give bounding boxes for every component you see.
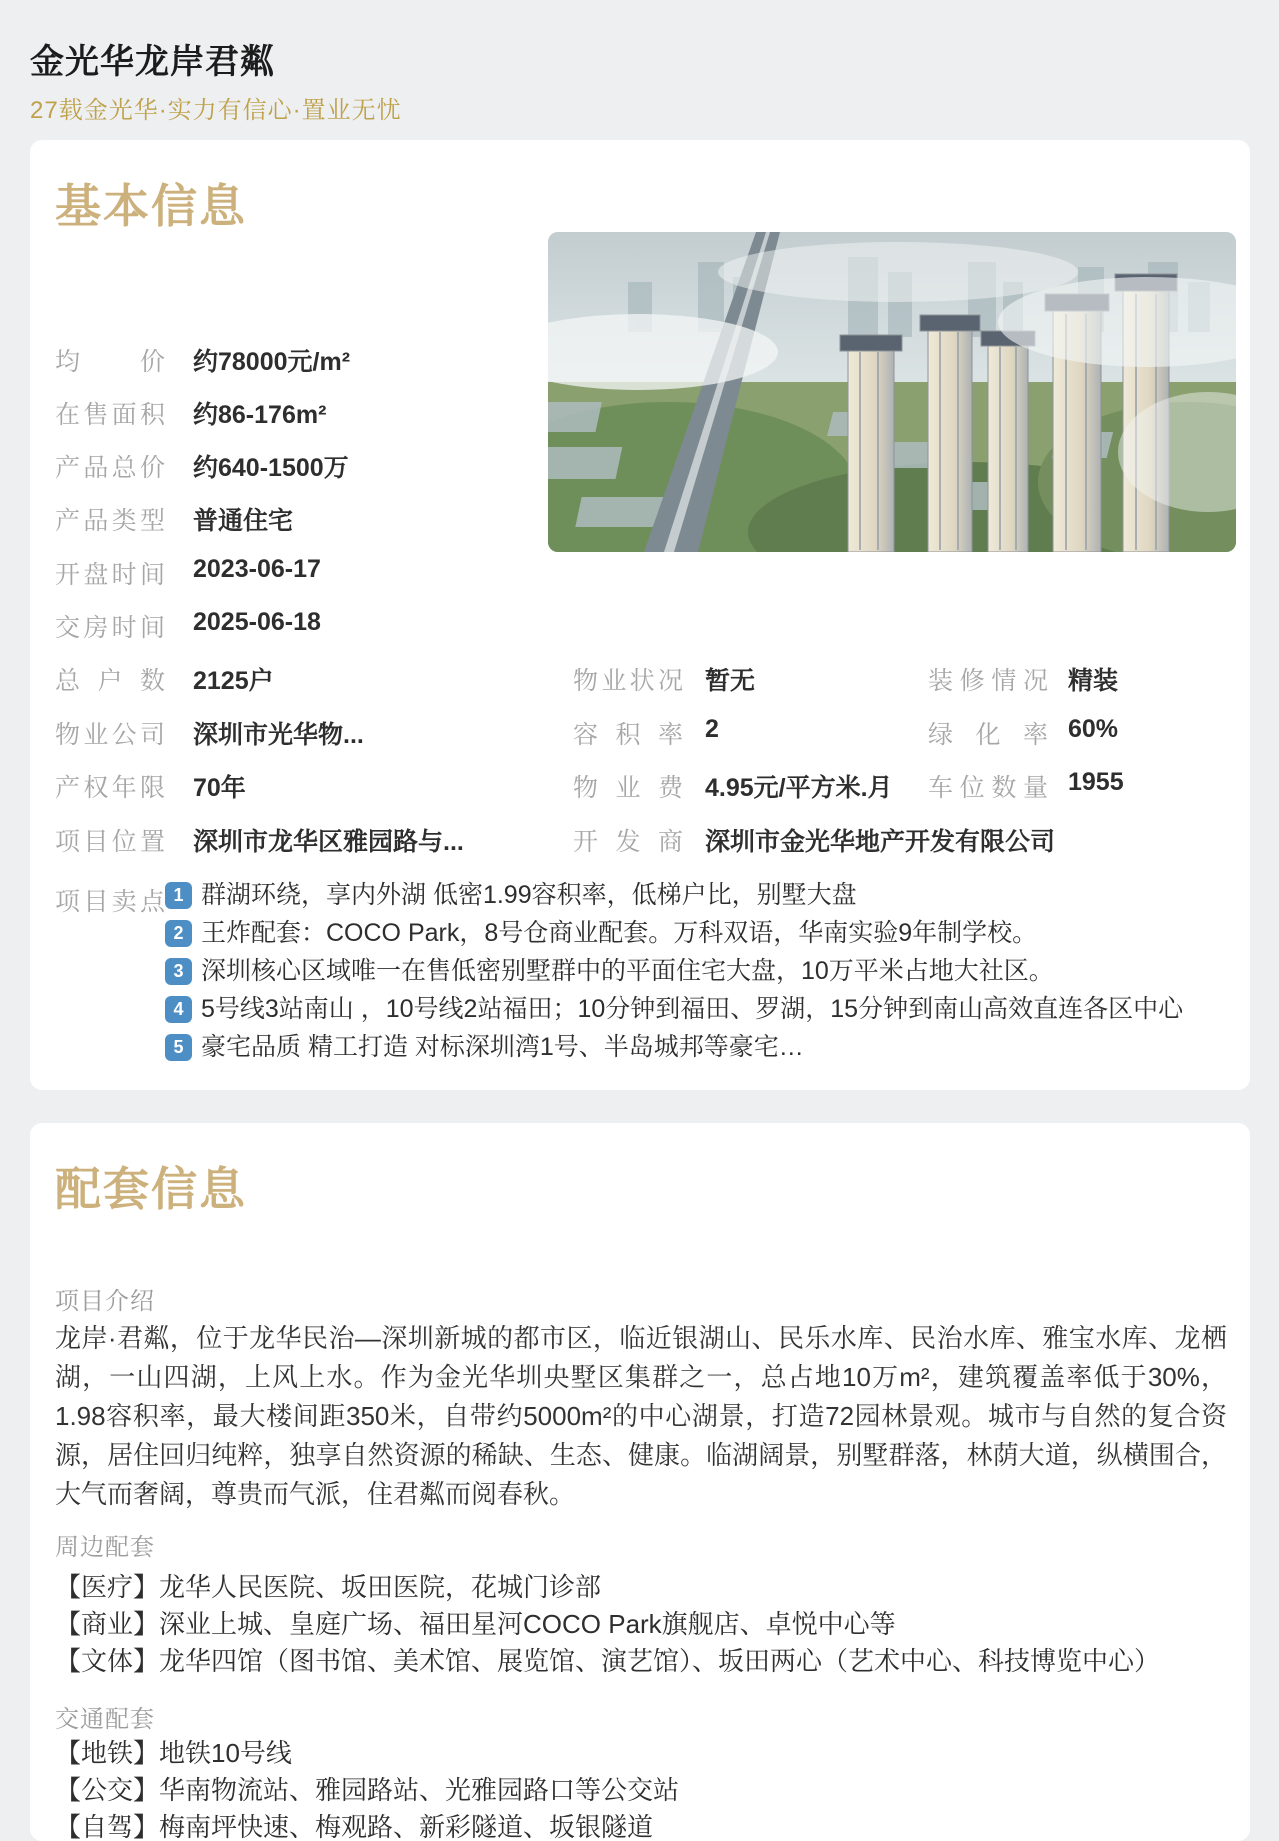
field-value: 普通住宅 (193, 507, 294, 535)
number-badge: 3 (165, 958, 192, 985)
field-row-households (55, 661, 274, 695)
transport-list (55, 1735, 1235, 1841)
selling-point-item (165, 916, 1237, 950)
selling-point-item (165, 954, 1237, 988)
selling-point-item (165, 1030, 1237, 1064)
amenities-section-title: 配套信息 (55, 1163, 247, 1215)
field-value: 深圳市光华物... (193, 721, 364, 749)
field-value: 精装 (1068, 667, 1119, 695)
field-row-total-price (55, 448, 349, 482)
field-label: 在售面积 (55, 401, 165, 429)
field-row-delivery-date (55, 608, 321, 642)
field-row-property-status (573, 661, 755, 695)
selling-point-text: 群湖环绕，享内外湖 低密1.99容积率，低梯户比，别墅大盘 (201, 881, 857, 909)
property-aerial-render-image[interactable] (548, 232, 1236, 552)
field-value: 约640-1500万 (193, 454, 349, 482)
field-row-developer (573, 822, 1055, 856)
field-label: 项目位置 (55, 828, 165, 856)
field-value: 深圳市龙华区雅园路与... (193, 828, 464, 856)
field-label: 装修情况 (928, 667, 1048, 695)
field-row-mgmt-fee (573, 768, 893, 802)
field-label: 产权年限 (55, 774, 165, 802)
field-row-open-date (55, 555, 321, 589)
field-value: 2023-06-17 (193, 555, 321, 583)
field-row-area (55, 395, 326, 429)
field-label: 产品类型 (55, 507, 165, 535)
field-value: 暂无 (705, 667, 756, 695)
selling-point-text: 王炸配套：COCO Park，8号仓商业配套。万科双语，华南实验9年制学校。 (201, 919, 1038, 947)
field-label: 物业费 (573, 774, 683, 802)
selling-points-label: 项目卖点 (55, 888, 165, 916)
list-item-drive: 【自驾】梅南坪快速、梅观路、新彩隧道、坂银隧道 (55, 1812, 654, 1841)
field-row-property-company (55, 715, 364, 749)
field-value: 深圳市金光华地产开发有限公司 (705, 828, 1056, 856)
field-label: 车位数量 (928, 774, 1048, 802)
field-row-decoration (928, 661, 1118, 695)
field-label: 总户数 (55, 667, 165, 695)
list-item-medical: 【医疗】龙华人民医院、坂田医院，花城门诊部 (55, 1572, 602, 1602)
basic-info-card (30, 140, 1250, 1090)
page-subtitle: 27载金光华·实力有信心·置业无忧 (30, 97, 402, 124)
selling-point-item (165, 878, 1237, 912)
field-row-tenure (55, 768, 246, 802)
field-value: 60% (1068, 715, 1119, 743)
basic-info-section-title: 基本信息 (55, 180, 247, 232)
nearby-amenities-label: 周边配套 (55, 1534, 155, 1561)
field-label: 均价 (55, 348, 165, 376)
field-row-avg-price (55, 342, 350, 376)
field-label: 物业公司 (55, 721, 165, 749)
field-value: 2125户 (193, 667, 274, 695)
field-value: 2025-06-18 (193, 608, 321, 636)
field-row-greening-rate (928, 715, 1118, 749)
list-item-bus: 【公交】华南物流站、雅园路站、光雅园路口等公交站 (55, 1775, 680, 1805)
number-badge: 4 (165, 996, 192, 1023)
field-label: 产品总价 (55, 454, 165, 482)
list-item-commerce: 【商业】深业上城、皇庭广场、福田星河COCO Park旗舰店、卓悦中心等 (55, 1609, 896, 1639)
list-item-metro: 【地铁】地铁10号线 (55, 1738, 292, 1768)
field-label: 绿化率 (928, 721, 1048, 749)
list-item-culture: 【文体】龙华四馆（图书馆、美术馆、展览馆、演艺馆）、坂田两心（艺术中心、科技博览中心） (55, 1646, 1161, 1676)
number-badge: 2 (165, 920, 192, 947)
selling-point-text: 深圳核心区域唯一在售低密别墅群中的平面住宅大盘，10万平米占地大社区。 (201, 957, 1054, 985)
transport-label: 交通配套 (55, 1706, 155, 1733)
selling-points-list (165, 878, 1237, 1068)
field-value: 4.95元/平方米.月 (705, 774, 893, 802)
field-label: 交房时间 (55, 614, 165, 642)
field-row-parking (928, 768, 1124, 802)
page-title: 金光华龙岸君粼 (30, 43, 275, 81)
project-intro-text: 龙岸·君粼，位于龙华民治—深圳新城的都市区，临近银湖山、民乐水库、民治水库、雅宝水库、龙栖湖，一山四湖，上风上水。作为金光华圳央墅区集群之一，总占地10万m²，建筑覆盖率低于30%，1.98容积率，最大楼间距350米，自带约5000m²的中心湖景，打造72园林景观。城市与自然的复合资源，居住回归纯粹，独享自然资源的稀缺、生态、健康。临湖阔景，别墅群落，林荫大道，纵横围合，大气而奢阔，尊贵而气派，住君粼而阅春秋。 (55, 1323, 1227, 1509)
field-label: 开盘时间 (55, 561, 165, 589)
amenities-card (30, 1123, 1250, 1841)
number-badge: 5 (165, 1034, 192, 1061)
number-badge: 1 (165, 882, 192, 909)
field-value: 约78000元/m² (193, 348, 351, 376)
nearby-amenities-list (55, 1569, 1235, 1680)
selling-point-text: 5号线3站南山 ，10号线2站福田；10分钟到福田、罗湖，15分钟到南山高效直连各区中心 (201, 995, 1184, 1023)
field-label: 开发商 (573, 828, 683, 856)
project-intro-label: 项目介绍 (55, 1288, 155, 1315)
field-label: 物业状况 (573, 667, 683, 695)
field-value: 1955 (1068, 768, 1124, 796)
field-value: 约86-176m² (193, 401, 327, 429)
selling-point-text: 豪宅品质 精工打造 对标深圳湾1号、半岛城邦等豪宅… (201, 1033, 804, 1061)
aerial-render-graphic (548, 232, 1236, 552)
field-label: 容积率 (573, 721, 683, 749)
field-row-product-type (55, 501, 293, 535)
field-row-location (55, 822, 464, 856)
field-value: 2 (705, 715, 719, 743)
field-value: 70年 (193, 774, 246, 802)
selling-point-item (165, 992, 1237, 1026)
field-row-plot-ratio (573, 715, 719, 749)
